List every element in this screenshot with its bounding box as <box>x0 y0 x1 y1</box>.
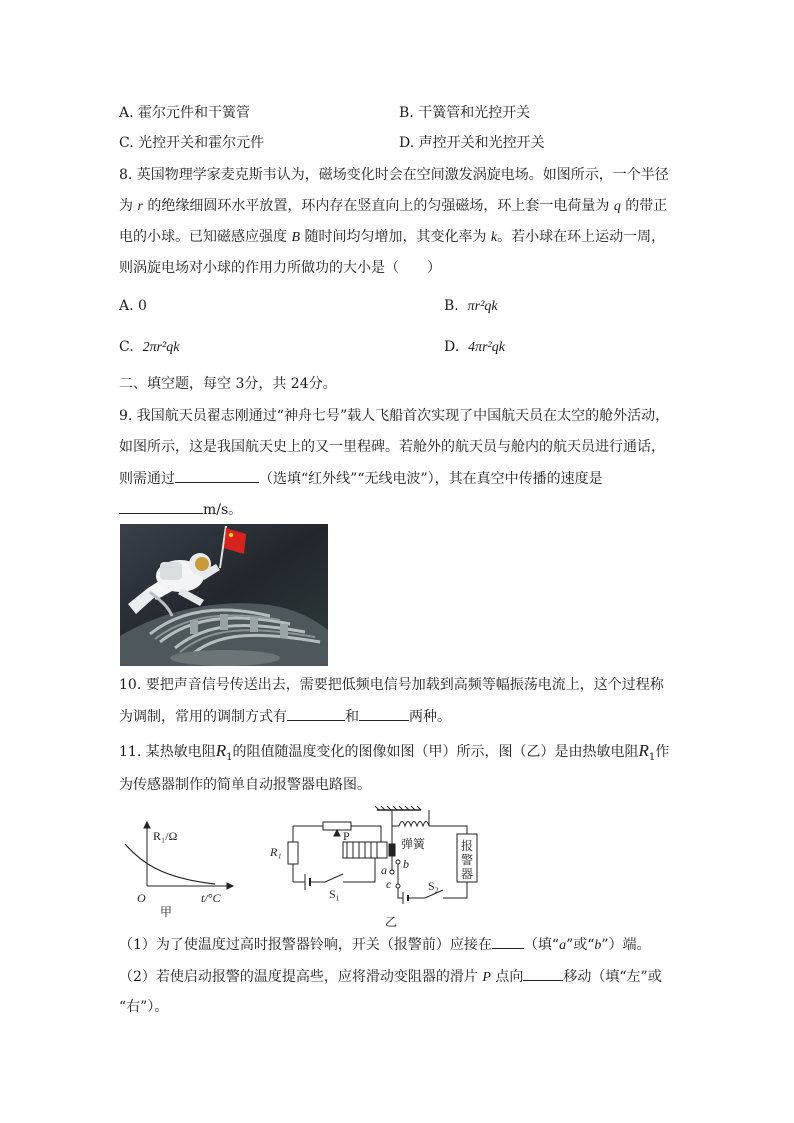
answer-blank[interactable] <box>287 706 345 721</box>
astronaut-photo <box>120 524 328 666</box>
circuit-caption: 乙 <box>385 915 398 929</box>
q9-text-line2: 如图所示，这是我国航天史上的又一里程碑。若舱外的航天员与舱内的航天员进行通话， <box>119 439 665 455</box>
q9-text-line4: m/s。 <box>119 499 242 520</box>
q11-sub1: （1）为了使温度过高时报警器铃响，开关（报警前）应接在 （填“a”或“b”）端。 <box>119 934 651 956</box>
q9-text-line1: 9. 我国航天员翟志刚通过“神舟七号”载人飞船首次实现了中国航天员在太空的舱外活动， <box>119 408 670 424</box>
alarm-label-3: 器 <box>461 867 474 881</box>
answer-blank[interactable] <box>359 706 409 721</box>
q8-option-a: A. 0 <box>119 298 147 314</box>
circuit-label-spring: 弹簧 <box>401 837 426 851</box>
graph-caption: 甲 <box>160 905 173 919</box>
q7-option-a: A. 霍尔元件和干簧管 <box>119 105 251 121</box>
q9-text-line3: 则需通过 （选填“红外线”“无线电波”），其在真空中传播的速度是 <box>119 468 603 489</box>
q11-text-line1: 11. 某热敏电阻$R_1$的阻值随温度变化的图像如图（甲）所示，图（乙）是由热敏电阻$R_1$作 <box>119 741 670 763</box>
q8-option-d: D. 4πr²qk <box>444 339 505 355</box>
graph-origin: O <box>137 891 146 905</box>
answer-blank[interactable] <box>119 499 203 514</box>
circuit-label-s1: S₁ <box>329 887 340 901</box>
alarm-circuit <box>288 806 477 904</box>
q11-figure <box>115 806 505 930</box>
circuit-label-r1: R₁ <box>270 845 282 859</box>
q11-sub2: （2）若使启动报警的温度提高些，应将滑动变阻器的滑片 P 点向 移动（填“左”或 <box>119 966 662 988</box>
circuit-label-b: b <box>403 857 409 871</box>
graph-y-axis-label: R₁/Ω <box>153 829 178 843</box>
alarm-label-1: 报 <box>461 839 474 853</box>
q8-option-c: C. 2πr²qk <box>119 339 180 355</box>
q7-option-d: D. 声控开关和光控开关 <box>399 135 545 151</box>
answer-blank[interactable] <box>523 966 563 981</box>
q8-option-b: B. πr²qk <box>444 298 498 314</box>
answer-blank[interactable] <box>492 934 524 949</box>
circuit-label-p: P <box>343 829 350 843</box>
q11-text-line2: 为传感器制作的简单自动报警器电路图。 <box>119 777 371 793</box>
q11-sub2-line2: “右”）。 <box>119 999 169 1015</box>
q8-text-line2: 为 r 的绝缘细圆环水平放置，环内存在竖直向上的匀强磁场，环上套一电荷量为 q 的带正 <box>119 198 668 214</box>
alarm-label-2: 警 <box>461 853 474 867</box>
circuit-label-a: a <box>381 863 387 877</box>
q7-option-c: C. 光控开关和霍尔元件 <box>119 135 265 151</box>
circuit-label-c: c <box>386 877 392 891</box>
q8-text-line4: 则涡旋电场对小球的作用力所做功的大小是（ ） <box>119 260 441 276</box>
graph-x-axis-label: t/°C <box>201 891 221 905</box>
section-heading: 二、填空题，每空 3分，共 24分。 <box>119 376 337 392</box>
q8-text-line3: 电的小球。已知磁感应强度 B 随时间均匀增加，其变化率为 k。若小球在环上运动一周， <box>119 229 666 245</box>
circuit-label-s2: S₂ <box>428 879 439 893</box>
q10-text-line2: 为调制，常用的调制方式有 和 两种。 <box>119 706 451 727</box>
q8-text-line1: 8. 英国物理学家麦克斯韦认为，磁场变化时会在空间激发涡旋电场。如图所示，一个半径 <box>119 167 669 183</box>
answer-blank[interactable] <box>175 468 259 483</box>
q7-option-b: B. 干簧管和光控开关 <box>399 105 531 121</box>
thermistor-graph <box>125 822 233 889</box>
q10-text-line1: 10. 要把声音信号传送出去，需要把低频电信号加载到高频等幅振荡电流上，这个过程称 <box>119 677 664 693</box>
